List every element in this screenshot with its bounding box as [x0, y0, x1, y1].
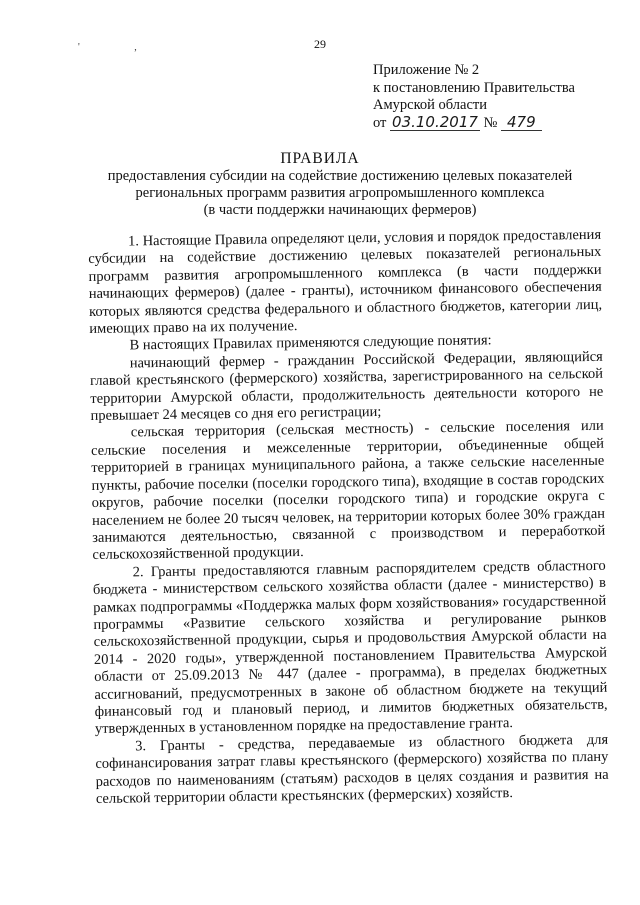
- paragraph-6: 3. Гранты - средства, передаваемые из областного бюджета для софинансирования затрат главы крестьянского (фермерского) хозяйства по плану расходов по наименованиям (статьям) расходов в целях создания и развития на сельской территории области крестьянских (фермерских) хозяйств.: [95, 731, 609, 807]
- handwritten-date: 03.10.2017: [392, 112, 478, 131]
- document-title: ПРАВИЛА: [280, 150, 360, 167]
- date-prefix: от: [373, 114, 387, 131]
- paragraph-5: 2. Гранты предоставляются главным распорядителем средств областного бюджета - министерством сельского хозяйства области (далее - министерство) в рамках подпрограммы «Поддержка малых форм хозяйствования» государственной программы «Развитие сельского хозяйства и регулирование рынков сельскохозяйственной продукции, сырья и продовольствия Амурской области на 2014 - 2020 годы», утвержденной постановлением Правительства Амурской области от 25.09.2013 № 447 (далее - программа), в пределах бюджетных ассигнований, предусмотренных в законе об областном бюджете на текущий финансовый год и плановый период, и лимитов бюджетных обязательств, утвержденных в установленном порядке на предоставление гранта.: [92, 557, 608, 738]
- subtitle-line-2: региональных программ развития агропромышленного комплекса: [135, 185, 545, 201]
- paragraph-4: сельская территория (сельская местность) - сельские поселения или сельские поселения и межселенные территории, объединенные общей территорией в границах муниципального района, а также сельские населенные пункты, рабочие поселки (поселки городского типа), входящие в состав городских округов, рабочие поселки (поселки городского типа) и городские округа с населением не более 20 тысяч человек, на территории которых более 30% граждан занимаются деятельностью, связанной с производством и переработкой сельскохозяйственной продукции.: [90, 418, 606, 564]
- scan-marks: ' ,: [78, 42, 163, 53]
- appendix-line-3: Амурской области: [373, 97, 487, 113]
- subtitle-line-1: предоставления субсидии на содействие достижению целевых показателей: [107, 168, 573, 184]
- paragraph-1: 1. Настоящие Правила определяют цели, условия и порядок предоставления субсидии на содействие достижению целевых показателей региональных программ развития агропромышленного комплекса (в части поддержки начинающих фермеров) (далее - гранты), источником финансового обеспечения которых являются средства федерального и областного бюджетов, категории лиц, имеющих право на их получение.: [88, 226, 603, 338]
- page-number: 29: [314, 37, 326, 51]
- document-body: [88, 227, 609, 809]
- appendix-block: [373, 62, 623, 132]
- appendix-line-2: к постановлению Правительства: [373, 79, 575, 96]
- number-sign: №: [483, 114, 498, 131]
- handwritten-number: 479: [501, 115, 542, 131]
- paragraph-2: В настоящих Правилах применяются следующие понятия:: [129, 332, 492, 354]
- paragraph-3: начинающий фермер - гражданин Российской Федерации, являющийся главой крестьянского (фермерского) хозяйства, зарегистрированного на сельской территории Амурской области, продолжительность деятельности которого не превышает 24 месяцев со дня его регистрации;: [89, 348, 604, 425]
- appendix-line-1: Приложение № 2: [373, 62, 480, 78]
- subtitle-line-3: (в части поддержки начинающих фермеров): [203, 202, 477, 218]
- appendix-date-line: [373, 112, 623, 133]
- document-subtitle: [100, 168, 580, 219]
